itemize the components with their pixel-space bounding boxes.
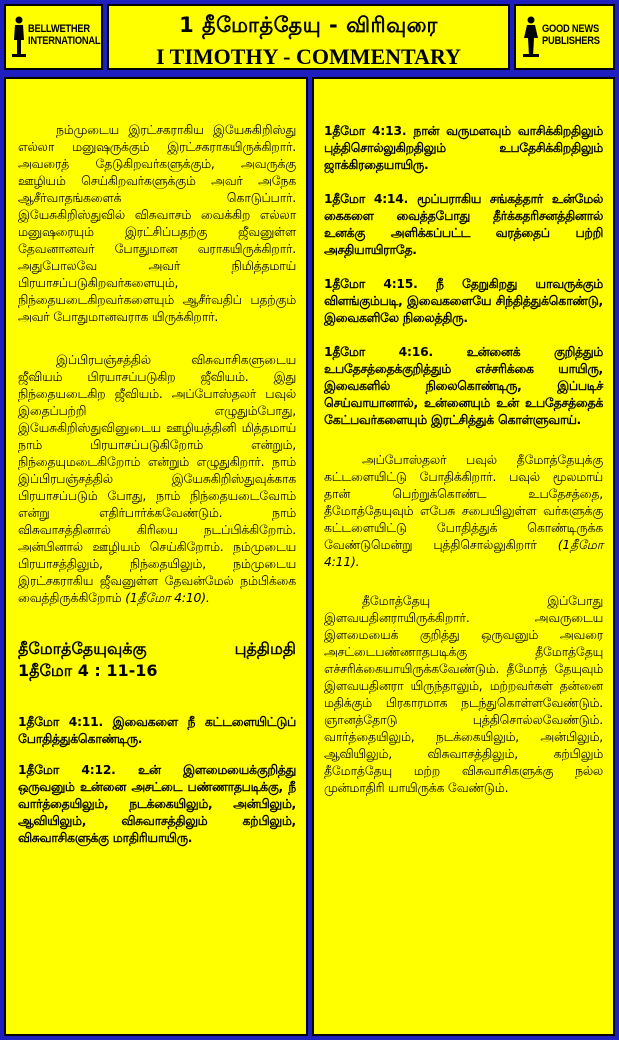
section-heading-ref: 1தீமோ 4 : 11-16 [18, 661, 158, 680]
verse-4-12: 1தீமோ 4:12. உன் இளமையைக்குறித்து ஒருவனும் உன்னை அசட்டை பண்ணாதபடிக்கு, நீ வார்த்தையிலும், நடக்கையிலும், அன்பிலும், ஆவியிலும், விசுவாசத்திலும் கற்பிலும், விசுவாசிகளுக்கு மாதிரியாயிரு. [18, 763, 296, 845]
good-news-logo [514, 4, 615, 70]
paragraph-2 [18, 351, 296, 606]
left-column [4, 77, 308, 1036]
paragraph-2-text: இப்பிரபஞ்சத்தில் விசுவாசிகளுடைய ஜீவியம் பிரயாசப்படுகிற ஜீவியம். இது நிந்தையடைகிற ஜீவியம். அப்போஸ்தலர் பவுல் இதைப்பற்றி எழுதும்போது, இயேசுகிறிஸ்துவினுடைய ஊழியத்தினி மித்தமாய் நாம் பிரயாசப்படுகிறோம் என்றும், நிந்தையுமடைகிறோம் என்றும் எழுதுகிறார். நாம் இப்பிரபஞ்சத்தில் இயேசுகிறிஸ்துவுக்காக பிரயாசப்படும் போது, நாம் நிந்தையடைவோம் என்று எதிர்பார்க்கவேண்டும். நாம் விசுவாசத்தினால் கிரியை நடப்பிக்கிறோம். அன்பினால் ஊழியம் செய்கிறோம். நம்முடைய பிரயாசத்திலும், நிந்தையிலும், நம்முடைய இரட்சகராகிய ஜீவனுள்ள தேவன்மேல் நம்பிக்கை வைத்திருக்கிறோம் [18, 352, 296, 605]
paragraph-4: தீமோத்தேயு இப்போது இளவயதினராயிருக்கிறார். அவருடைய இளமையைக் குறித்து ஒருவனும் அவரை அசட்டைபண்ணாதபடிக்கு தீமோத்தேயு எச்சரிக்கையாயிருக்கவேண்டும். தீமோத் தேயுவும் இளவயதினரா யிருந்தாலும், மற்றவர்கள் தன்னை மதிக்கும் பிரகாரமாக நடந்துகொள்ளவேண்டும். ஞானத்தோடு புத்திசொல்லவேண்டும். வார்த்தையிலும், நடக்கையிலும், அன்பிலும், ஆவியிலும், விசுவாசத்திலும், கற்பிலும் தீமோத்தேயு மற்ற விசுவாசிகளுக்கு நல்ல முன்மாதிரி யாயிருக்க வேண்டும். [324, 593, 603, 795]
title-box [107, 4, 510, 70]
title-english: I TIMOTHY - COMMENTARY [156, 44, 461, 69]
good-news-figure-icon [522, 16, 540, 58]
section-heading [18, 638, 296, 682]
paragraph-1: நம்முடைய இரட்சகராகிய இயேசுகிறிஸ்து எல்லா மனுஷருக்கும் இரட்சகராகயிருக்கிறார். அவரைத் தேடுகிறவர்களுக்கும், அவருக்கு ஊழியம் செய்கிறவர்களுக்கும் அவர் அநேக ஆசீர்வாதங்களைக் கொடுப்பார். இயேசுகிறிஸ்துவில் விசுவாசம் வைக்கிற எல்லா மனுஷரையும் இரட்சிப்பதற்கு ஜீவனுள்ள தேவனானவர் போதுமான வராகயிருக்கிறார். அதுபோலவே அவர் நிமித்தமாய் பிரயாசப்படுகிறவர்களையும், நிந்தையடைகிறவர்களையும் ஆசீர்வதிப் பதற்கும் அவர் போதுமானவராக யிருக்கிறார். [18, 122, 296, 324]
verse-4-11: 1தீமோ 4:11. இவைகளை நீ கட்டளையிட்டுப் போதித்துக்கொண்டிரு. [18, 715, 296, 746]
bellwether-figure-icon [12, 16, 26, 58]
paragraph-3 [324, 451, 603, 570]
verse-4-15: 1தீமோ 4:15. நீ தேறுகிறது யாவருக்கும் விளங்கும்படி, இவைகளையே சிந்தித்துக்கொண்டு, இவைகளிலே நிலைத்திரு. [324, 277, 603, 325]
right-column [312, 77, 615, 1036]
paragraph-3-ref: (1தீமோ 4:11). [324, 537, 603, 569]
paragraph-2-ref: (1தீமோ 4:10). [125, 590, 210, 605]
bellwether-logo-text: BELLWETHER INTERNATIONAL [28, 23, 101, 47]
good-news-logo-text: GOOD NEWS PUBLISHERS [542, 23, 600, 47]
paragraph-3-text: அப்போஸ்தலர் பவுல் தீமோத்தேயுக்கு கட்டளையிட்டு போதிக்கிறார். பவுல் மூலமாய் தான் பெற்றுக்கொண்ட உபதேசத்தை, தீமோத்தேயுவும் எபேசு சபையிலுள்ள வர்களுக்கு கட்டளையிட்டு போதித்துக் கொண்டிருக்க வேண்டுமென்று புத்திசொல்லுகிறார் [324, 452, 603, 552]
verse-4-16: 1தீமோ 4:16. உன்னைக் குறித்தும் உபதேசத்தைக்குறித்தும் எச்சரிக்கை யாயிரு, இவைகளில் நிலைகொண்டிரு, இப்படிச் செய்வாயானால், உன்னையும் உன் உபதேசத்தைக் கேட்பவர்களையும் இரட்சித்துக் கொள்ளுவாய். [324, 345, 603, 427]
section-heading-part-a: தீமோத்தேயுவுக்கு [18, 639, 147, 658]
section-heading-part-b: புத்திமதி [234, 639, 296, 658]
bellwether-logo [4, 4, 103, 70]
verse-4-13: 1தீமோ 4:13. நான் வருமளவும் வாசிக்கிறதிலும் புத்திசொல்லுகிறதிலும் உபதேசிக்கிறதிலும் ஜாக்கிரதையாயிரு. [324, 124, 603, 172]
verse-4-14: 1தீமோ 4:14. மூப்பராகிய சங்கத்தார் உன்மேல் கைகளை வைத்தபோது தீர்க்கதரிசனத்தினால் உனக்கு அளிக்கப்பட்ட வரத்தைப் பற்றி அசதியாயிராதே. [324, 192, 603, 257]
title-tamil: 1 தீமோத்தேயு - விரிவுரை [179, 13, 438, 37]
